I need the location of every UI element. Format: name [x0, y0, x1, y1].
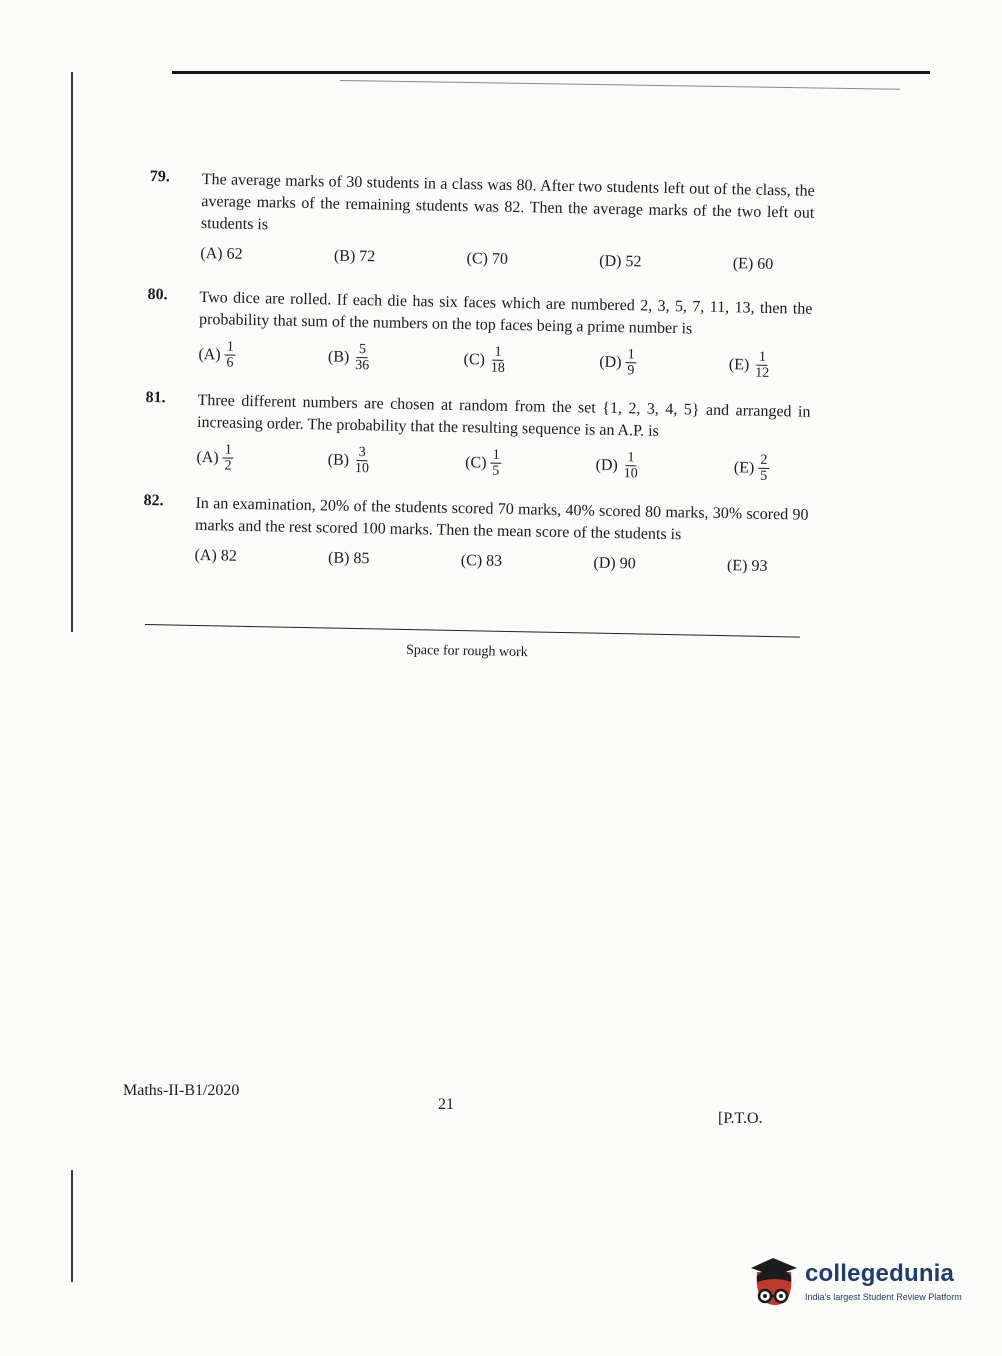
options-row — [200, 245, 813, 275]
paper-code: Maths-II-B1/2020 — [123, 1082, 240, 1099]
fraction: $\frac{5}{36}$ — [355, 342, 370, 374]
option-b: (B) 85 — [327, 549, 370, 568]
option-e: (E) 60 — [732, 255, 774, 273]
question-number: 82. — [143, 491, 164, 510]
options-row — [196, 442, 809, 485]
pto-label: [P.T.O. — [718, 1110, 763, 1127]
rough-work-label: Space for rough work — [405, 642, 528, 661]
options-row — [198, 339, 811, 382]
option-e: (E) $\frac{2}{5}$ — [733, 452, 768, 484]
question-80 — [146, 286, 812, 382]
option-d: (D) 52 — [599, 252, 642, 271]
question-text: Two dice are rolled. If each die has six faces which are numbered 2, 3, 5, 7, 11, 13, then the probability that sum of the numbers on the top faces being a prime number is — [198, 288, 813, 338]
option-c: (C) $\frac{1}{5}$ — [465, 447, 500, 479]
option-b: (B) $\frac{3}{10}$ — [327, 444, 371, 476]
option-b: (B) $\frac{5}{36}$ — [328, 341, 372, 373]
left-margin-line-bottom — [71, 1170, 73, 1282]
option-c: (C) $\frac{1}{18}$ — [463, 344, 507, 376]
questions-block — [142, 168, 814, 577]
page-number: 21 — [438, 1096, 454, 1113]
fraction: $\frac{2}{5}$ — [760, 452, 768, 484]
option-d: (D) $\frac{1}{10}$ — [595, 450, 640, 482]
logo-tagline: India's largest Student Review Platform — [805, 1292, 962, 1302]
question-82 — [142, 492, 808, 577]
fraction: $\frac{1}{10}$ — [623, 450, 638, 482]
question-text: Three different numbers are chosen at random from the set {1, 2, 3, 4, 5} and arranged in increasing order. The probability that the resulting sequence is an A.P. is — [196, 391, 811, 440]
option-a: (A) $\frac{1}{2}$ — [196, 442, 232, 474]
option-a: (A) 62 — [200, 244, 243, 263]
option-c: (C) 83 — [460, 552, 503, 570]
option-d: (D) 90 — [593, 554, 636, 573]
fraction: $\frac{1}{9}$ — [627, 347, 635, 379]
question-number: 80. — [147, 285, 168, 304]
left-margin-line-top — [71, 72, 73, 632]
question-number: 81. — [145, 388, 166, 407]
option-a: (A) $\frac{1}{6}$ — [198, 339, 234, 371]
rough-work-divider — [145, 624, 800, 638]
question-79 — [148, 168, 815, 275]
logo-wordmark: collegedunia — [805, 1260, 955, 1287]
question-81 — [144, 389, 810, 485]
option-e: (E) $\frac{1}{12}$ — [729, 349, 772, 381]
option-e: (E) 93 — [726, 557, 768, 575]
question-text: The average marks of 30 students in a class was 80. After two students left out of the class, the average marks of the remaining students was 82. Then the average marks of the two left out students is — [200, 170, 815, 234]
question-text: In an examination, 20% of the students scored 70 marks, 40% scored 80 marks, 30% scored 90 marks and the rest scored 100 marks. Then the mean score of the students is — [194, 494, 809, 544]
fraction: $\frac{1}{6}$ — [226, 339, 234, 371]
fraction: $\frac{1}{18}$ — [490, 344, 505, 376]
question-number: 79. — [149, 168, 170, 186]
fraction: $\frac{1}{2}$ — [224, 442, 232, 474]
fraction: $\frac{1}{5}$ — [492, 447, 500, 479]
options-row — [194, 547, 807, 577]
fraction: $\frac{3}{10}$ — [354, 445, 370, 477]
option-d: (D) $\frac{1}{9}$ — [599, 347, 635, 379]
collegedunia-logo — [745, 1254, 975, 1314]
option-a: (A) 82 — [194, 546, 237, 565]
top-rule-thin — [340, 80, 900, 90]
option-c: (C) 70 — [466, 250, 509, 268]
top-rule — [172, 71, 930, 74]
option-b: (B) 72 — [333, 247, 376, 266]
mascot-icon — [745, 1254, 803, 1312]
fraction: $\frac{1}{12}$ — [754, 349, 770, 381]
